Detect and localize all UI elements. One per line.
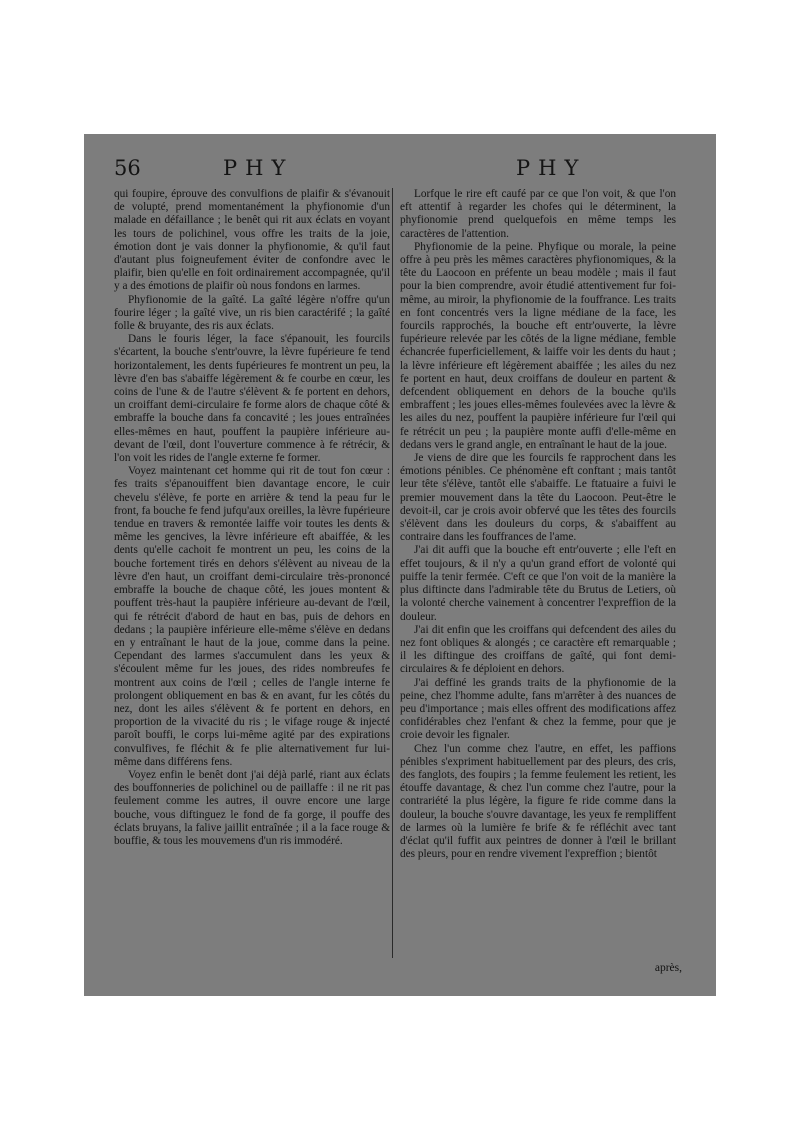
catchword: après, [654, 962, 682, 974]
paragraph: Chez l'un comme chez l'autre, en effet, les paffions pénibles s'expriment habituellement par des pleurs, des cris, des fanglots, des foupirs ; la femme feulement les retient, les étouffe davantage, & chez l'un comme chez l'autre, pour la contrariété la plus légère, la figure fe ride comme dans la douleur, la bouche s'ouvre davantage, les yeux fe rempliffent de larmes où la lumière fe brife & fe réfléchit avec tant d'éclat qu'il fuffit aux peintres de donner à l'œil le brillant des pleurs, pour en rendre vivement l'expreffion ; bientôt [400, 742, 676, 861]
paragraph: Phyfionomie de la gaîté. La gaîté légère n'offre qu'un fourire léger ; la gaîté vive, un ris bien caractérifé ; la gaîté folle & bruyante, des ris aux éclats. [114, 293, 390, 333]
right-column [400, 188, 676, 861]
running-head-left: PHY [223, 156, 294, 180]
paragraph: J'ai dit enfin que les croiffans qui defcendent des ailes du nez font obliques & alongés ; ce caractère eft remarquable ; il les diftingue des croiffans de gaîté, qui font demi-circulaires & fe déploient en dehors. [400, 623, 676, 676]
running-head-right: PHY [516, 156, 587, 180]
paragraph: Voyez maintenant cet homme qui rit de tout fon cœur : fes traits s'épanouiffent bien davantage encore, le cuir chevelu s'élève, fe porte en arrière & tend la peau fur le front, fa bouche fe fend jufqu'aux oreilles, la lèvre fupérieure tendue en travers & remontée laiffe voir toutes les dents & même les gencives, la lèvre inférieure eft abaiffée, & les dents qu'elle cachoit fe montrent un peu, les coins de la bouche fortement tirés en dehors s'élèvent au niveau de la lèvre d'en haut, un croiffant demi-circulaire très-prononcé embraffe la bouche de chaque côté, les joues montent & pouffent très-haut la paupière inférieure au-devant de l'œil, qui fe rétrécit d'abord de haut en bas, puis de dehors en dedans ; la paupière inférieure elle-même s'élève en dedans en y entraînant le haut de la joue, comme dans la peine. Cependant des larmes s'accumulent dans les yeux & s'écoulent même fur les joues, des rides nombreufes fe montrent aux coins de l'œil ; celles de l'angle interne fe prolongent obliquement en bas & en avant, fur les côtés du nez, dont les ailes s'élèvent & fe portent en dehors, en proportion de la vivacité du ris ; le vifage rouge & injecté paroît bouffi, le corps lui-même agité par des expirations convulfives, fe fléchit & fe plie alternativement fur lui-même dans différens fens. [114, 465, 390, 768]
paragraph: J'ai dit auffi que la bouche eft entr'ouverte ; elle l'eft en effet toujours, & il n'y a qu'un grand effort de volonté qui puiffe la tenir fermée. C'eft ce que l'on voit de la manière la plus diftincte dans l'admirable tête du Brutus de Letiers, où la volonté cherche vainement à concentrer l'expreffion de la douleur. [400, 544, 676, 623]
scanned-page [84, 134, 716, 996]
page-number: 56 [114, 156, 141, 180]
page-header [84, 156, 716, 186]
paragraph: Voyez enfin le benêt dont j'ai déjà parlé, riant aux éclats des bouffonneries de polichinel ou de paillaffe : il ne rit pas feulement comme les autres, il ouvre encore une large bouche, vous diftinguez le fond de fa gorge, il pouffe des éclats bruyans, la falive jaillit entraînée ; il a la face rouge & bouffie, & tous les mouvemens d'un ris immodéré. [114, 768, 390, 847]
column-divider [392, 188, 393, 958]
paragraph: J'ai deffiné les grands traits de la phyfionomie de la peine, chez l'homme adulte, fans m'arrêter à des nuances de peu d'importance ; mais elles offrent des modifications affez confidérables chez l'enfant & chez la femme, pour que je croie devoir les fignaler. [400, 676, 676, 742]
paragraph: Lorfque le rire eft caufé par ce que l'on voit, & que l'on eft attentif à regarder les chofes qui le déterminent, la phyfionomie prend quelquefois en même temps les caractères de l'attention. [400, 188, 676, 240]
left-column [114, 188, 390, 848]
paragraph: qui foupire, éprouve des convulfions de plaifir & s'évanouit de volupté, prend momentanément la phyfionomie d'un malade en défaillance ; le benêt qui rit aux éclats en voyant les tours de polichinel, vous offre les traits de la joie, émotion dont je vais donner la phyfionomie, & qu'il faut d'autant plus foigneufement éviter de confondre avec le plaifir, bien qu'elle en foit ordinairement accompagnée, qu'il y a des émotions de plaifir où nous fondons en larmes. [114, 188, 390, 293]
paragraph: Dans le fouris léger, la face s'épanouit, les fourcils s'écartent, la bouche s'entr'ouvre, la lèvre fupérieure fe tend horizontalement, les dents fupérieures fe montrent un peu, la lèvre d'en bas s'abaiffe légèrement & fe courbe en cœur, les coins de l'une & de l'autre s'élèvent & fe portent en dehors, un croiffant demi-circulaire fe forme alors de chaque côté & embraffe la bouche dans fa concavité ; les joues entraînées elles-mêmes en haut, pouffent la paupière inférieure au-devant de l'œil, dont l'ouverture commence à fe rétrécir, & l'on voit les rides de l'angle externe fe former. [114, 333, 390, 465]
paragraph: Phyfionomie de la peine. Phyfique ou morale, la peine offre à peu près les mêmes caractères phyfionomiques, & la tête du Laocoon en préfente un beau modèle ; mais il faut pour la bien comprendre, avoir étudié attentivement fur foi-même, au miroir, la phyfionomie de la fouffrance. Les traits en font concentrés vers la ligne médiane de la face, les fourcils rapprochés, la bouche eft entr'ouverte, la lèvre fupérieure relevée par les côtés de la ligne médiane, femble échancrée fuperficiellement, & laiffe voir les dents du haut ; la lèvre inférieure eft légèrement abaiffée ; les ailes du nez fe portent en haut, deux croiffans de douleur en partent & defcendent obliquement en dehors de la bouche qu'ils embraffent ; les joues elles-mêmes foulevées avec la lèvre & les ailes du nez, pouffent la paupière inférieure fur l'œil qui fe rétrécit un peu ; la paupière monte auffi d'elle-même en dedans vers le grand angle, en entraînant le haut de la joue. [400, 240, 676, 451]
paragraph: Je viens de dire que les fourcils fe rapprochent dans les émotions pénibles. Ce phénomène eft conftant ; mais tantôt leur tête s'élève, tantôt elle s'abaiffe. Le ftatuaire a fuivi le premier mouvement dans la tête du Laocoon. Peut-être le devoit-il, car je crois avoir obfervé que les têtes des fourcils s'élèvent dans les douleurs du corps, & s'abaiffent au contraire dans les fouffrances de l'ame. [400, 452, 676, 544]
